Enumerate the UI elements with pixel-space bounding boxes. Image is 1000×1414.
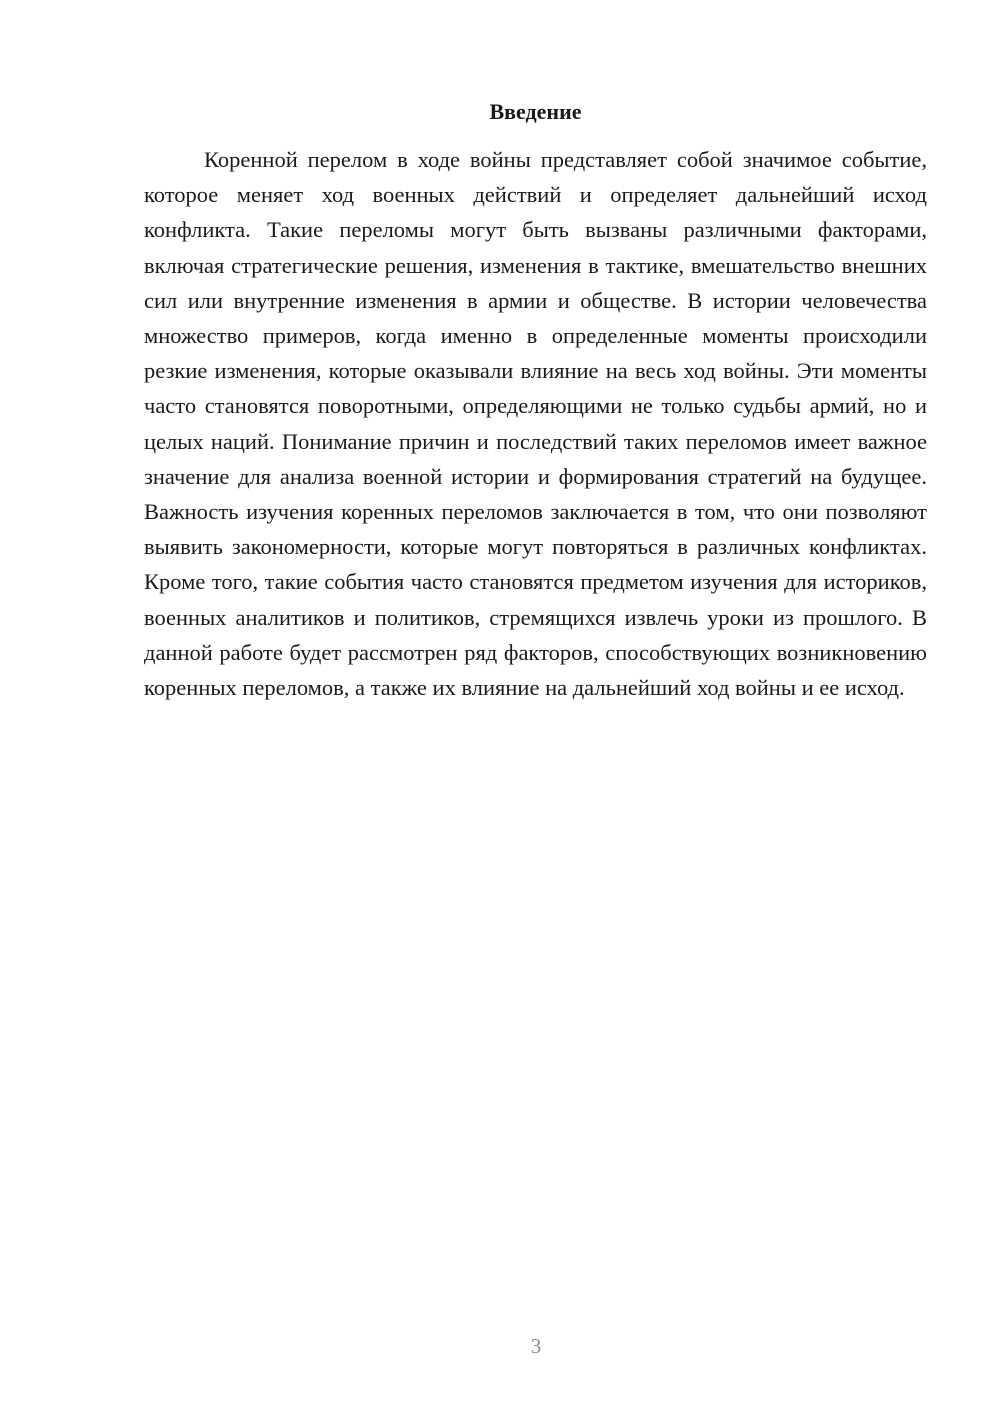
body-paragraph: Коренной перелом в ходе войны представляет собой значимое событие, которое меняет ход военных действий и определяет дальнейший исход конфликта. Такие переломы могут быть вызваны различными факторами, включая стратегические решения, изменения в тактике, вмешательство внешних сил или внутренние изменения в армии и обществе. В истории человечества множество примеров, когда именно в определенные моменты происходили резкие изменения, которые оказывали влияние на весь ход войны. Эти моменты часто становятся поворотными, определяющими не только судьбы армий, но и целых наций. Понимание причин и последствий таких переломов имеет важное значение для анализа военной истории и формирования стратегий на будущее. Важность изучения коренных переломов заключается в том, что они позволяют выявить закономерности, которые могут повторяться в различных конфликтах. Кроме того, такие события часто становятся предметом изучения для историков, военных аналитиков и политиков, стремящихся извлечь уроки из прошлого. В данной работе будет рассмотрен ряд факторов, способствующих возникновению коренных переломов, а также их влияние на дальнейший ход войны и ее исход. (144, 147, 927, 701)
page-number: 3 (530, 1334, 542, 1358)
section-heading: Введение (489, 99, 582, 124)
